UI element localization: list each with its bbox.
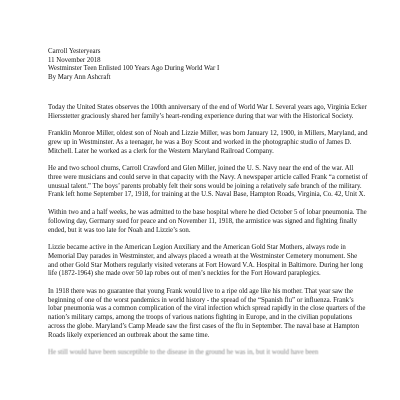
article-header bbox=[48, 48, 368, 83]
article-headline: Westminster Teen Enlisted 100 Years Ago During World War I bbox=[48, 65, 220, 73]
paragraph-death: Within two and a half weeks, he was admitted to the base hospital where he died October 5 of lobar pneumonia. The following day, Germany sued for peace and on November 11, 1918, the armistice was signed and fighting finally ended, but it was too late for Noah and Lizzie’s son. bbox=[48, 209, 367, 234]
paragraph-navy-enlistment: He and two school chums, Carroll Crawford and Glen Miller, joined the U. S. Navy near the end of the war. All three were musicians and could serve in that capacity with the Navy. A newspaper article called Frank “a cornetist of unusual talent.” The boys’ parents probably felt their sons would be joining a relatively safe branch of the military. Frank left home September 17, 1918, for training at the U.S. Naval Base, Hampton Roads, Virginia, Co. 42, Unit X. bbox=[48, 165, 368, 199]
paragraph-intro: Today the United States observes the 100th anniversary of the end of World War I. Several years ago, Virginia Ecker Hiersstetter graciously shared her family’s heart-rending experience during that war with the Historical Society. bbox=[48, 103, 367, 120]
paragraph-gold-star-mother: Lizzie became active in the American Legion Auxiliary and the American Gold Star Mothers, always rode in Memorial Day parades in Westminster, and always placed a wreath at the Westminster Cemetery monument. She and other Gold Star Mothers regularly visited veterans at Fort Howard V.A. Hospital in Baltimore. During her long life (1872-1964) she made over 50 lap robes out of men’s neckties for the Fort Howard paraplegics. bbox=[48, 244, 363, 278]
paragraph-pandemic: In 1918 there was no guarantee that young Frank would live to a ripe old age like his mother. That year saw the beginning of one of the worst pandemics in world history - the spread of the “Spanish flu” or influenza. Frank’s lobar pneumonia was a common complication of the viral infection which spread rapidly in the close quarters of the nation’s military camps, among the troops of various nations fighting in Europe, and in the civilian populations across the globe. Maryland’s Camp Meade saw the first cases of the flu in September. The naval base at Hampton Roads likely experienced an outbreak about the same time. bbox=[48, 288, 366, 339]
paragraph-cutoff: He still would have been susceptible to the disease in the ground he was in, but it would have been bbox=[48, 349, 319, 357]
paragraph-franklin-miller: Franklin Monroe Miller, oldest son of Noah and Lizzie Miller, was born January 12, 1900, in Millers, Maryland, and grew up in Westminster. As a teenager, he was a Boy Scout and worked in the photographic studio of James D. Mitchell. Later he worked as a clerk for the Western Maryland Railroad Company. bbox=[48, 130, 368, 155]
article-page bbox=[48, 0, 368, 400]
article-byline: By Mary Ann Ashcraft bbox=[48, 74, 111, 82]
column-title: Carroll Yesteryears bbox=[48, 48, 101, 55]
publication-date: 11 November 2018 bbox=[48, 56, 101, 64]
